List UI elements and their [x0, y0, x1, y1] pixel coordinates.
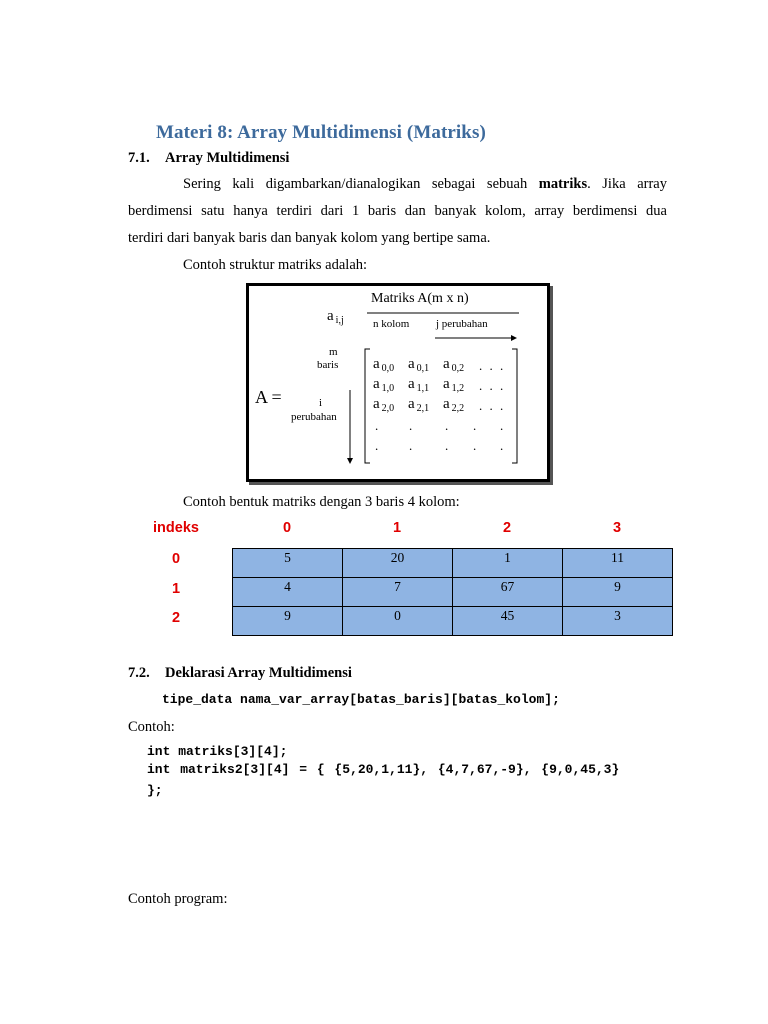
- perubahan-label: perubahan: [291, 411, 337, 423]
- dot: .: [473, 418, 479, 433]
- dot: .: [409, 438, 415, 453]
- section-title: Deklarasi Array Multidimensi: [165, 665, 352, 681]
- page-title: Materi 8: Array Multidimensi (Matriks): [156, 122, 486, 143]
- ellipsis: . . .: [479, 358, 506, 373]
- j-perubahan-label: j perubahan: [436, 318, 488, 330]
- paragraph-line: terdiri dari banyak baris dan banyak kolom yang bertipe sama.: [128, 230, 491, 246]
- matrix-element: a $_{1,0}$: [373, 376, 395, 394]
- ellipsis: . . .: [479, 398, 506, 413]
- table-cell: 7: [343, 578, 453, 607]
- n-kolom-label: n kolom: [373, 318, 410, 330]
- table-cell: 4: [233, 578, 343, 607]
- aij-label: [327, 308, 344, 326]
- table-cell: 20: [343, 549, 453, 578]
- a-equals-label: A =: [255, 387, 282, 407]
- ellipsis: . . .: [479, 378, 506, 393]
- matrix-element: a $_{2,0}$: [373, 396, 395, 414]
- section-number: 7.1.: [128, 150, 150, 166]
- index-corner-label: indeks: [153, 520, 199, 536]
- contoh-program-label: Contoh program:: [128, 891, 228, 907]
- section-heading-7-1: [128, 150, 289, 167]
- matrix-element: a $_{0,1}$: [408, 356, 430, 374]
- code-line: int matriks2[3][4] = { {5,20,1,11}, {4,7,67,-9}, {9,0,45,3}: [147, 762, 620, 777]
- table-cell: 5: [233, 549, 343, 578]
- table-row: [233, 549, 673, 578]
- matrix-table: [232, 548, 673, 636]
- row-index: 0: [171, 551, 181, 567]
- m-label: m: [329, 346, 338, 358]
- table-cell: 0: [343, 607, 453, 636]
- text: . Jika array: [587, 176, 667, 192]
- paragraph-line: berdimensi satu hanya terdiri dari 1 baris dan banyak kolom, array berdimensi dua: [128, 203, 667, 219]
- paragraph: Contoh bentuk matriks dengan 3 baris 4 kolom:: [183, 494, 460, 510]
- code-line: int matriks[3][4];: [147, 744, 288, 759]
- column-index: 2: [502, 520, 512, 536]
- figure-header: Matriks A(m x n): [371, 291, 469, 306]
- column-index: 0: [282, 520, 292, 536]
- dot: .: [445, 418, 451, 433]
- table-cell: 11: [563, 549, 673, 578]
- matrix-element: a $_{2,1}$: [408, 396, 430, 414]
- code-line: };: [147, 783, 163, 798]
- section-number: 7.2.: [128, 665, 150, 681]
- column-index: 1: [392, 520, 402, 536]
- bold-term: matriks: [538, 176, 588, 192]
- matrix-element: a $_{2,2}$: [443, 396, 465, 414]
- baris-label: baris: [317, 359, 339, 371]
- table-cell: 45: [453, 607, 563, 636]
- table-cell: 3: [563, 607, 673, 636]
- contoh-label: Contoh:: [128, 719, 175, 735]
- column-index: 3: [612, 520, 622, 536]
- section-title: Array Multidimensi: [165, 150, 290, 166]
- i-label: i: [319, 397, 323, 409]
- matrix-element: a $_{1,1}$: [408, 376, 430, 394]
- syntax-code: tipe_data nama_var_array[batas_baris][batas_kolom];: [162, 692, 560, 707]
- dot: .: [473, 438, 479, 453]
- matrix-element: a $_{0,2}$: [443, 356, 465, 374]
- row-index: 2: [171, 610, 181, 626]
- matrix-element: a $_{1,2}$: [443, 376, 465, 394]
- dot: .: [409, 418, 415, 433]
- dot: .: [500, 418, 506, 433]
- table-cell: 9: [233, 607, 343, 636]
- paragraph-line: [183, 174, 667, 194]
- text: Sering kali digambarkan/dianalogikan sebagai sebuah: [183, 176, 528, 192]
- section-heading-7-2: [128, 665, 352, 682]
- dot: .: [445, 438, 451, 453]
- table-cell: 67: [453, 578, 563, 607]
- table-row: [233, 578, 673, 607]
- dot: .: [375, 418, 381, 433]
- table-cell: 1: [453, 549, 563, 578]
- table-cell: 9: [563, 578, 673, 607]
- matrix-structure-figure: [246, 283, 550, 482]
- row-index: 1: [171, 581, 181, 597]
- aij-letter: a: [327, 308, 334, 324]
- dot: .: [375, 438, 381, 453]
- paragraph: Contoh struktur matriks adalah:: [183, 257, 368, 273]
- table-row: [233, 607, 673, 636]
- matrix-element: a $_{0,0}$: [373, 356, 395, 374]
- aij-subscript: i,j: [335, 315, 344, 326]
- dot: .: [500, 438, 506, 453]
